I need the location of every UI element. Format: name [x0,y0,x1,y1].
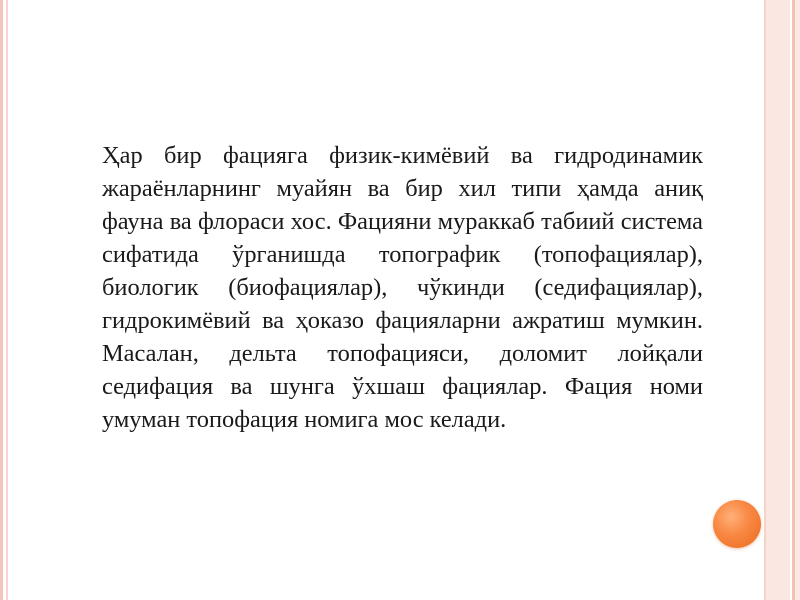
slide-body-text: Ҳар бир фацияга физик-кимёвий ва гидродинамик жараёнларнинг муайян ва бир хил типи ҳамда аниқ фауна ва флораси хос. Фацияни мураккаб табиий система сифатида ўрганишда топографик (топофациялар), биологик (биофациялар), чўкинди (седифациялар), гидрокимёвий ва ҳоказо фацияларни ажратиш мумкин. Масалан, дельта топофацияси, доломит лойқали седифация ва шунга ўхшаш фациялар. Фация номи умуман топофация номига мос келади. [102,142,703,433]
right-decorative-border [762,0,800,600]
orange-circle-icon [713,500,761,548]
left-decorative-border [0,0,10,600]
